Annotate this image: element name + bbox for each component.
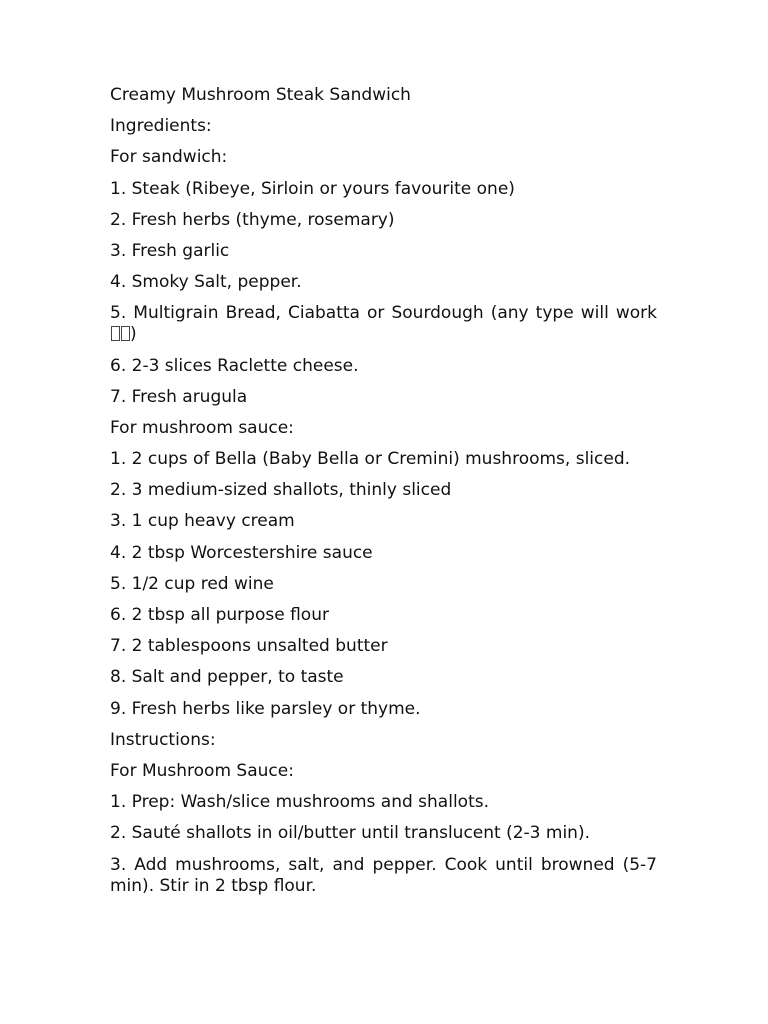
sandwich-item-suffix: ): [130, 324, 137, 345]
sauce-item: 4. 2 tbsp Worcestershire sauce: [110, 542, 373, 563]
sandwich-item: 3. Fresh garlic: [110, 240, 230, 261]
instructions-heading: Instructions:: [110, 729, 216, 750]
sauce-item: 5. 1/2 cup red wine: [110, 573, 274, 594]
instruction-step: 2. Sauté shallots in oil/butter until translucent (2-3 min).: [110, 823, 590, 844]
missing-glyph-icon: [111, 326, 120, 341]
sauce-item: 2. 3 medium-sized shallots, thinly sliced: [110, 480, 452, 501]
sauce-item: 1. 2 cups of Bella (Baby Bella or Cremini) mushrooms, sliced.: [110, 449, 631, 470]
recipe-content: [110, 85, 657, 907]
sauce-item: 6. 2 tbsp all purpose flour: [110, 605, 329, 625]
instruction-step: 1. Prep: Wash/slice mushrooms and shallots.: [110, 792, 489, 813]
sauce-item: 8. Salt and pepper, to taste: [110, 667, 344, 688]
sauce-item: 7. 2 tablespoons unsalted butter: [110, 636, 388, 657]
sandwich-item: 7. Fresh arugula: [110, 386, 248, 407]
sauce-heading: For mushroom sauce:: [110, 417, 294, 438]
sandwich-item: [110, 303, 657, 345]
instruction-step: 3. Add mushrooms, salt, and pepper. Cook until browned (5-7 min). Stir in 2 tbsp flour.: [110, 854, 657, 896]
sauce-item: 9. Fresh herbs like parsley or thyme.: [110, 698, 421, 719]
sandwich-item: 2. Fresh herbs (thyme, rosemary): [110, 209, 395, 230]
missing-glyph-icon: [121, 326, 130, 341]
recipe-title: Creamy Mushroom Steak Sandwich: [110, 85, 411, 105]
sandwich-item: 4. Smoky Salt, pepper.: [110, 272, 302, 293]
sandwich-item: 1. Steak (Ribeye, Sirloin or yours favourite one): [110, 178, 515, 199]
sandwich-item-text: 5. Multigrain Bread, Ciabatta or Sourdough (any type will work: [110, 303, 657, 324]
ingredients-heading: Ingredients:: [110, 116, 212, 137]
sauce-item: 3. 1 cup heavy cream: [110, 511, 295, 532]
sandwich-heading: For sandwich:: [110, 147, 228, 168]
sandwich-item: 6. 2-3 slices Raclette cheese.: [110, 355, 359, 376]
sauce-instructions-heading: For Mushroom Sauce:: [110, 760, 294, 781]
